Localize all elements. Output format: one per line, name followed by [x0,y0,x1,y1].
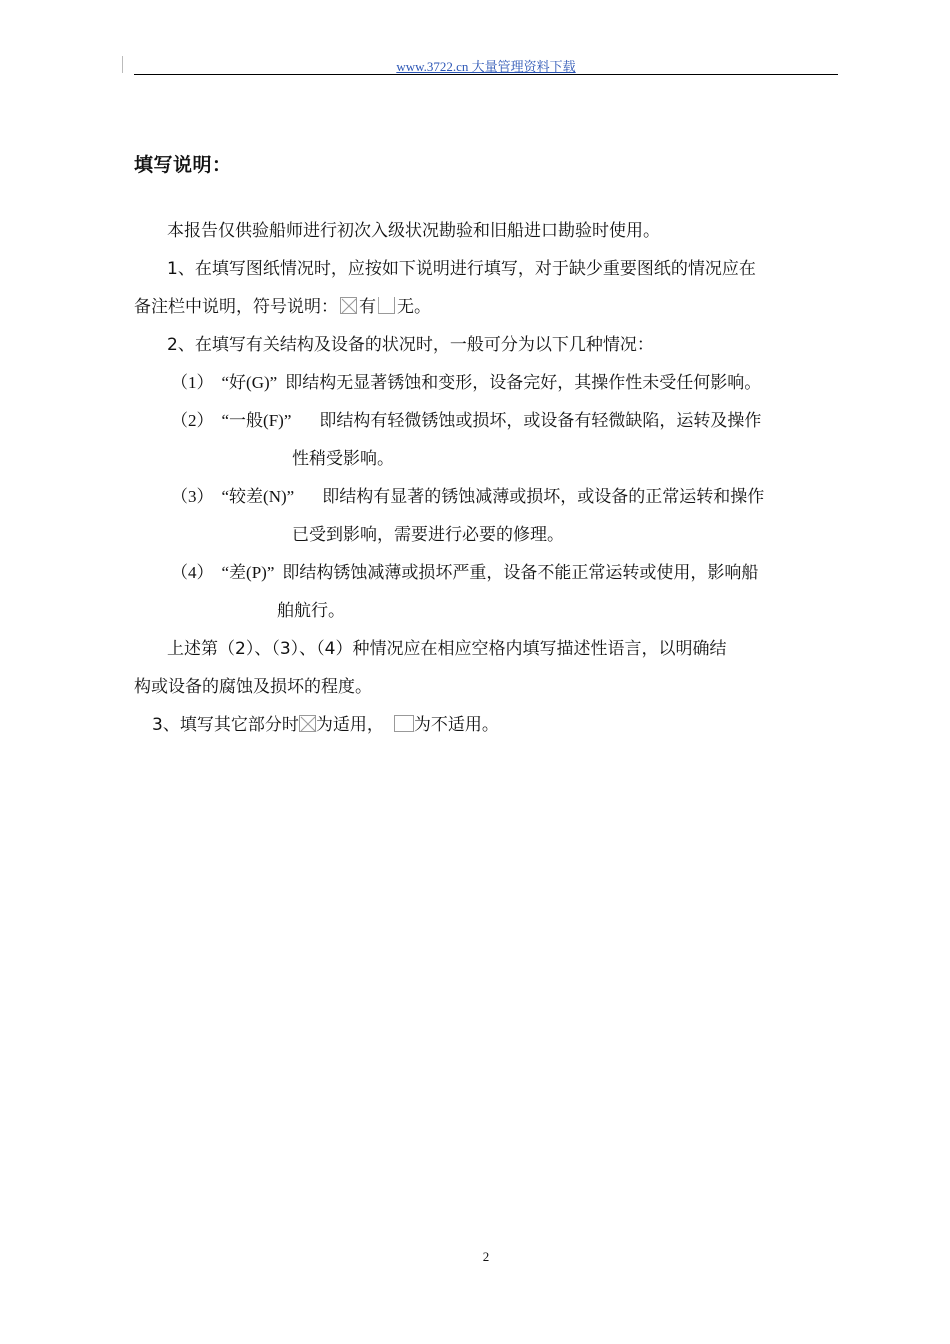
item2-intro: 2、在填写有关结构及设备的状况时，一般可分为以下几种情况： [167,335,654,355]
has-label: 有 [359,297,376,317]
none-label: 无。 [397,297,431,317]
condition-4-num: （4） [171,563,214,582]
condition-2-term: “一般(F)” [221,411,292,430]
item3-prefix: 3、填写其它部分时 [152,715,299,735]
page-title: 填写说明： [134,154,232,176]
condition-3-cont: 已受到影响，需要进行必要的修理。 [292,525,564,545]
condition-2-cont: 性稍受影响。 [292,449,394,469]
condition-3-num: （3） [171,487,214,506]
item1-symbol-prefix: 备注栏中说明，符号说明： [134,297,338,317]
item1-line1: 1、在填写图纸情况时，应按如下说明进行填写，对于缺少重要图纸的情况应在 [167,259,756,279]
condition-3-term: “较差(N)” [221,487,295,506]
condition-4-cont: 舶航行。 [277,601,345,621]
page-number: 2 [482,1249,490,1264]
condition-4 [171,562,758,584]
item1-line2 [134,296,431,318]
condition-1 [171,372,761,394]
condition-1-desc: 即结构无显著锈蚀和变形，设备完好，其操作性未受任何影响。 [285,373,762,393]
note-line1: 上述第（2）、（3）、（4）种情况应在相应空格内填写描述性语言，以明确结 [167,639,727,659]
not-applicable-label: 为不适用。 [413,715,499,735]
checked-box-icon [340,297,357,314]
note-line2: 构或设备的腐蚀及损坏的程度。 [134,677,372,697]
item3-line [152,714,499,736]
header-rule [134,74,838,75]
empty-box-icon [378,297,395,314]
condition-4-desc: 即结构锈蚀减薄或损坏严重，设备不能正常运转或使用，影响船 [282,563,759,583]
condition-2 [171,410,761,432]
applicable-label: 为适用， [315,715,384,735]
condition-3 [171,486,764,508]
checked-box-icon [299,715,316,732]
condition-2-num: （2） [171,411,214,430]
condition-4-term: “差(P)” [221,563,275,582]
empty-box-icon [394,715,414,732]
condition-1-term: “好(G)” [221,373,278,392]
condition-3-desc: 即结构有显著的锈蚀减薄或损坏，或设备的正常运转和操作 [322,487,765,507]
header-link[interactable]: www.3722.cn 大量管理资料下载 [396,59,576,74]
condition-2-desc: 即结构有轻微锈蚀或损坏，或设备有轻微缺陷，运转及操作 [319,411,762,431]
header-corner-mark [122,56,123,73]
intro-text: 本报告仅供验船师进行初次入级状况勘验和旧船进口勘验时使用。 [167,221,660,241]
condition-1-num: （1） [171,373,214,392]
